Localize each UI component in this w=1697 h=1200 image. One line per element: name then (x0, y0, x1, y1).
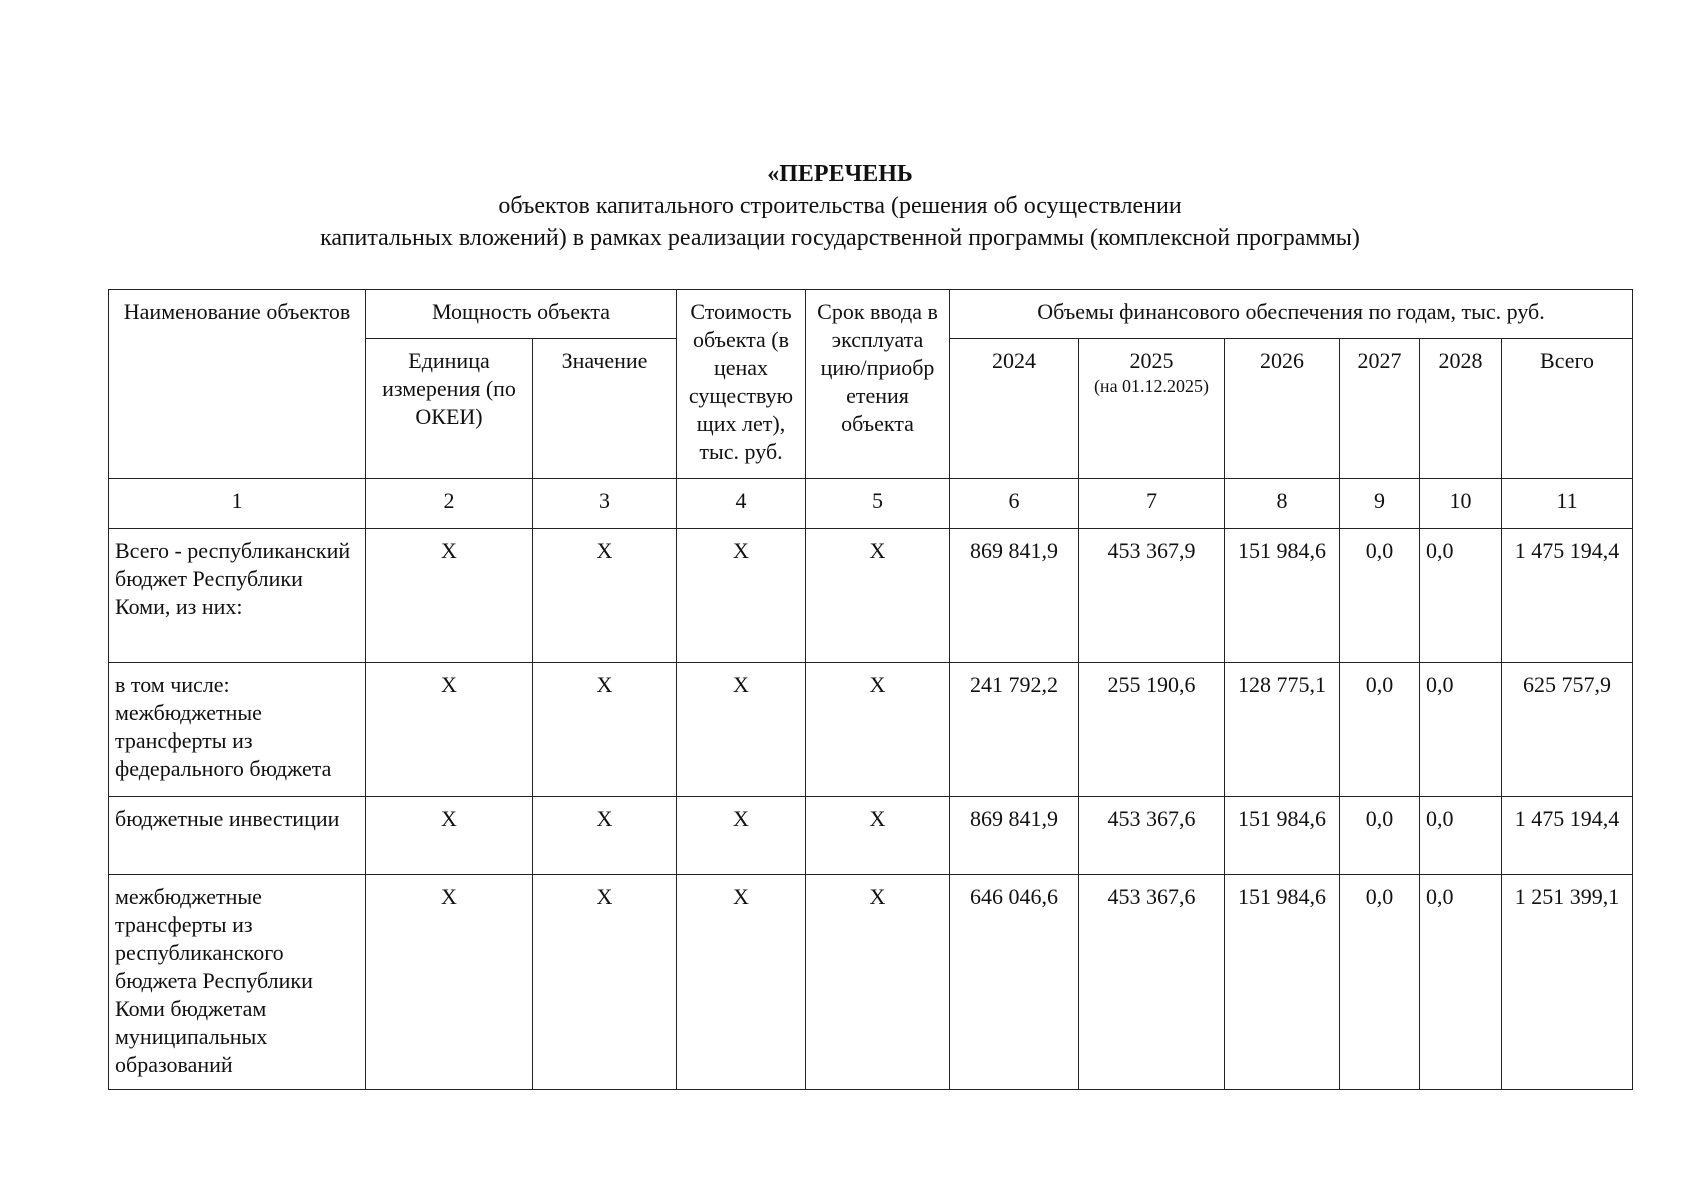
row-2024: 869 841,9 (950, 529, 1079, 663)
row-value: Х (533, 529, 677, 663)
header-year-2027: 2027 (1340, 339, 1420, 479)
row-unit: Х (366, 797, 533, 875)
row-2027: 0,0 (1340, 663, 1420, 797)
document-subtitle-line-2: капитальных вложений) в рамках реализации государственной программы (комплексной программы) (320, 225, 1360, 251)
row-total: 625 757,9 (1502, 663, 1633, 797)
row-cost: Х (677, 529, 806, 663)
header-term: Срок ввода в эксплуата цию/приобр етения объекта (806, 290, 950, 479)
row-total: 1 251 399,1 (1502, 875, 1633, 1090)
row-2026: 151 984,6 (1225, 875, 1340, 1090)
row-value: Х (533, 875, 677, 1090)
header-row-1 (109, 290, 1633, 339)
column-number: 1 (109, 479, 366, 529)
row-2028: 0,0 (1420, 797, 1502, 875)
row-cost: Х (677, 797, 806, 875)
row-term: Х (806, 663, 950, 797)
row-unit: Х (366, 529, 533, 663)
header-cost: Стоимость объекта (в ценах существую щих лет), тыс. руб. (677, 290, 806, 479)
header-year-2026: 2026 (1225, 339, 1340, 479)
document-title: «ПЕРЕЧЕНЬ (767, 161, 913, 187)
table-row (109, 797, 1633, 875)
row-2025: 255 190,6 (1079, 663, 1225, 797)
row-total: 1 475 194,4 (1502, 529, 1633, 663)
header-capacity: Мощность объекта (366, 290, 677, 339)
column-number: 3 (533, 479, 677, 529)
row-term: Х (806, 529, 950, 663)
row-2025: 453 367,9 (1079, 529, 1225, 663)
document-subtitle-line-1: объектов капитального строительства (решения об осуществлении (498, 193, 1182, 219)
row-2026: 151 984,6 (1225, 797, 1340, 875)
row-2026: 128 775,1 (1225, 663, 1340, 797)
table-row (109, 875, 1633, 1090)
document-title-block (0, 158, 1680, 254)
row-2027: 0,0 (1340, 797, 1420, 875)
row-2028: 0,0 (1420, 663, 1502, 797)
header-year-2024: 2024 (950, 339, 1079, 479)
row-2025: 453 367,6 (1079, 875, 1225, 1090)
header-total: Всего (1502, 339, 1633, 479)
row-2028: 0,0 (1420, 875, 1502, 1090)
row-2026: 151 984,6 (1225, 529, 1340, 663)
row-2028: 0,0 (1420, 529, 1502, 663)
table-row (109, 663, 1633, 797)
column-number: 4 (677, 479, 806, 529)
row-value: Х (533, 797, 677, 875)
header-year-2028: 2028 (1420, 339, 1502, 479)
row-2024: 869 841,9 (950, 797, 1079, 875)
row-2027: 0,0 (1340, 875, 1420, 1090)
column-number: 11 (1502, 479, 1633, 529)
column-number-row (109, 479, 1633, 529)
row-cost: Х (677, 875, 806, 1090)
header-year-2025-label: 2025 (1129, 348, 1174, 373)
row-cost: Х (677, 663, 806, 797)
column-number: 2 (366, 479, 533, 529)
header-unit: Единица измерения (по ОКЕИ) (366, 339, 533, 479)
row-name: бюджетные инвестиции (109, 797, 366, 875)
row-term: Х (806, 875, 950, 1090)
row-unit: Х (366, 875, 533, 1090)
row-2027: 0,0 (1340, 529, 1420, 663)
column-number: 9 (1340, 479, 1420, 529)
row-name: Всего - республиканский бюджет Республики Коми, из них: (109, 529, 366, 663)
header-value: Значение (533, 339, 677, 479)
row-term: Х (806, 797, 950, 875)
column-number: 5 (806, 479, 950, 529)
row-2025: 453 367,6 (1079, 797, 1225, 875)
row-unit: Х (366, 663, 533, 797)
row-name: в том числе: межбюджетные трансферты из федерального бюджета (109, 663, 366, 797)
header-funding: Объемы финансового обеспечения по годам, тыс. руб. (950, 290, 1633, 339)
table-row (109, 529, 1633, 663)
column-number: 6 (950, 479, 1079, 529)
header-name: Наименование объектов (109, 290, 366, 479)
header-year-2025 (1079, 339, 1225, 479)
header-year-2025-note: (на 01.12.2025) (1093, 376, 1210, 396)
row-2024: 241 792,2 (950, 663, 1079, 797)
row-total: 1 475 194,4 (1502, 797, 1633, 875)
row-value: Х (533, 663, 677, 797)
row-2024: 646 046,6 (950, 875, 1079, 1090)
row-name: межбюджетные трансферты из республиканского бюджета Республики Коми бюджетам муниципальных образований (109, 875, 366, 1090)
objects-table (108, 289, 1633, 1090)
column-number: 10 (1420, 479, 1502, 529)
column-number: 8 (1225, 479, 1340, 529)
column-number: 7 (1079, 479, 1225, 529)
